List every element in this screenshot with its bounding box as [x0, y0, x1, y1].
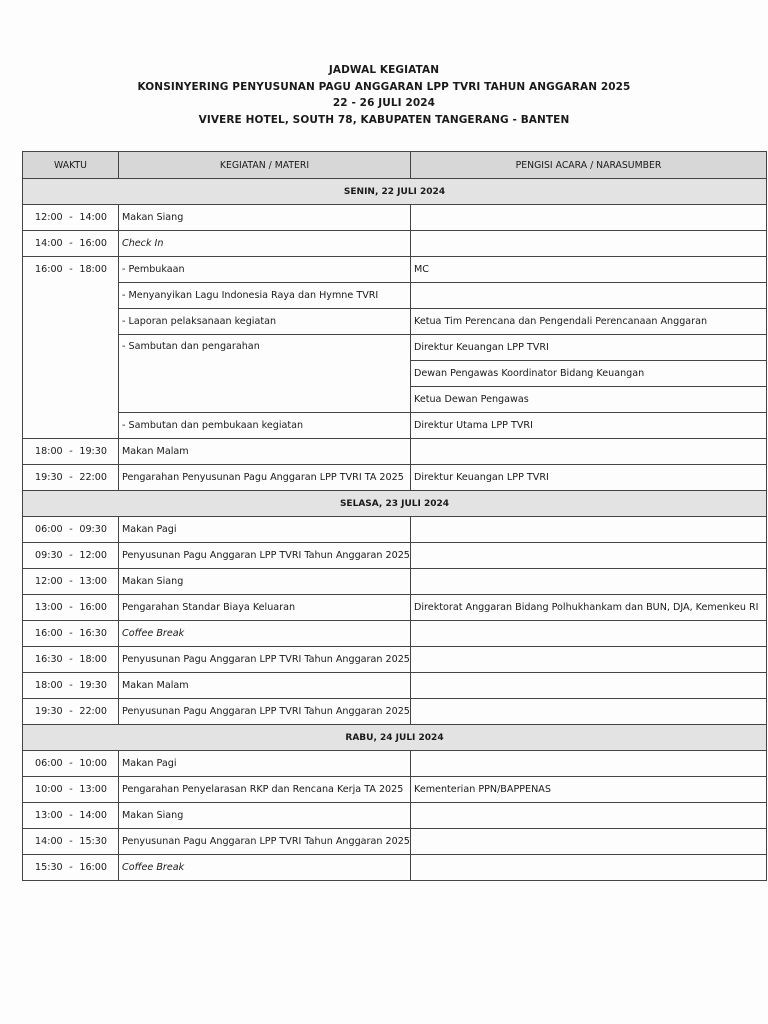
time-range: [26, 836, 115, 847]
day-label: SENIN, 22 JULI 2024: [23, 179, 767, 205]
time-cell: [23, 439, 119, 465]
activity-cell: - Pembukaan: [119, 257, 411, 283]
time-cell: [23, 751, 119, 777]
time-start: 16:00: [35, 264, 63, 275]
speaker-cell: [411, 803, 767, 829]
col-header-waktu: WAKTU: [23, 152, 119, 179]
time-cell: [23, 595, 119, 621]
time-dash: -: [69, 576, 73, 587]
time-end: 09:30: [79, 524, 107, 535]
activity-cell: Makan Malam: [119, 439, 411, 465]
time-start: 13:00: [35, 810, 63, 821]
time-dash: -: [69, 784, 73, 795]
col-header-kegiatan: KEGIATAN / MATERI: [119, 152, 411, 179]
time-range: [26, 654, 115, 665]
time-cell: [23, 829, 119, 855]
col-header-pengisi: PENGISI ACARA / NARASUMBER: [411, 152, 767, 179]
activity-cell: Pengarahan Standar Biaya Keluaran: [119, 595, 411, 621]
time-end: 15:30: [79, 836, 107, 847]
table-row: [23, 751, 767, 777]
time-end: 19:30: [79, 446, 107, 457]
speaker-cell: [411, 543, 767, 569]
activity-cell: - Laporan pelaksanaan kegiatan: [119, 309, 411, 335]
time-start: 19:30: [35, 472, 63, 483]
time-cell: [23, 569, 119, 595]
time-start: 15:30: [35, 862, 63, 873]
doc-dates: 22 - 26 JULI 2024: [332, 97, 436, 109]
time-cell: [23, 231, 119, 257]
time-range: [26, 472, 115, 483]
speaker-cell: Direktur Keuangan LPP TVRI: [411, 335, 767, 361]
doc-title: JADWAL KEGIATAN: [328, 64, 440, 76]
time-dash: -: [69, 758, 73, 769]
speaker-cell: MC: [411, 257, 767, 283]
table-row: [23, 283, 767, 309]
activity-cell: Penyusunan Pagu Anggaran LPP TVRI Tahun Anggaran 2025: [119, 829, 411, 855]
time-end: 14:00: [79, 810, 107, 821]
day-row: [23, 491, 767, 517]
speaker-cell: [411, 621, 767, 647]
time-dash: -: [69, 238, 73, 249]
time-start: 06:00: [35, 758, 63, 769]
time-cell: [23, 803, 119, 829]
time-start: 18:00: [35, 680, 63, 691]
time-dash: -: [69, 862, 73, 873]
speaker-cell: [411, 673, 767, 699]
activity-cell: Pengarahan Penyusunan Pagu Anggaran LPP TVRI TA 2025: [119, 465, 411, 491]
time-range: [26, 524, 115, 535]
time-end: 16:00: [79, 238, 107, 249]
activity-cell: Makan Siang: [119, 803, 411, 829]
table-row: [23, 517, 767, 543]
speaker-cell: [411, 569, 767, 595]
time-cell: [23, 205, 119, 231]
speaker-cell: [411, 283, 767, 309]
activity-cell: - Sambutan dan pembukaan kegiatan: [119, 413, 411, 439]
activity-cell: Coffee Break: [119, 621, 411, 647]
time-range: [26, 862, 115, 873]
time-end: 22:00: [79, 706, 107, 717]
day-row: [23, 725, 767, 751]
table-row: [23, 231, 767, 257]
time-cell: [23, 777, 119, 803]
activity-cell: Makan Pagi: [119, 517, 411, 543]
table-row: [23, 621, 767, 647]
speaker-cell: [411, 829, 767, 855]
table-row: [23, 777, 767, 803]
day-label: RABU, 24 JULI 2024: [23, 725, 767, 751]
time-dash: -: [69, 810, 73, 821]
time-end: 22:00: [79, 472, 107, 483]
time-cell: [23, 257, 119, 439]
activity-cell: Makan Malam: [119, 673, 411, 699]
speaker-cell: [411, 205, 767, 231]
time-range: [26, 576, 115, 587]
table-row: [23, 413, 767, 439]
activity-cell: Check In: [119, 231, 411, 257]
activity-cell: Coffee Break: [119, 855, 411, 881]
doc-subtitle: KONSINYERING PENYUSUNAN PAGU ANGGARAN LPP TVRI TAHUN ANGGARAN 2025: [137, 80, 631, 93]
time-cell: [23, 699, 119, 725]
table-row: [23, 673, 767, 699]
table-row: [23, 569, 767, 595]
speaker-cell: [411, 647, 767, 673]
time-start: 12:00: [35, 576, 63, 587]
table-row: [23, 803, 767, 829]
speaker-cell: Kementerian PPN/BAPPENAS: [411, 777, 767, 803]
speaker-cell: Dewan Pengawas Koordinator Bidang Keuangan: [411, 361, 767, 387]
activity-cell: Penyusunan Pagu Anggaran LPP TVRI Tahun Anggaran 2025: [119, 543, 411, 569]
time-end: 14:00: [79, 212, 107, 223]
time-end: 18:00: [79, 264, 107, 275]
activity-cell: Penyusunan Pagu Anggaran LPP TVRI Tahun Anggaran 2025: [119, 699, 411, 725]
time-cell: [23, 543, 119, 569]
schedule-table: [22, 151, 767, 881]
speaker-cell: Direktur Keuangan LPP TVRI: [411, 465, 767, 491]
activity-cell: - Sambutan dan pengarahan: [119, 335, 411, 413]
table-row: [23, 543, 767, 569]
time-start: 10:00: [35, 784, 63, 795]
time-start: 14:00: [35, 836, 63, 847]
speaker-cell: Ketua Dewan Pengawas: [411, 387, 767, 413]
day-label: SELASA, 23 JULI 2024: [23, 491, 767, 517]
time-range: [26, 446, 115, 457]
activity-cell: Makan Pagi: [119, 751, 411, 777]
time-cell: [23, 647, 119, 673]
time-end: 16:00: [79, 602, 107, 613]
time-end: 19:30: [79, 680, 107, 691]
time-dash: -: [69, 836, 73, 847]
activity-cell: Pengarahan Penyelarasan RKP dan Rencana Kerja TA 2025: [119, 777, 411, 803]
time-cell: [23, 855, 119, 881]
activity-cell: Makan Siang: [119, 569, 411, 595]
time-dash: -: [69, 524, 73, 535]
table-row: [23, 257, 767, 283]
time-range: [26, 810, 115, 821]
doc-venue: VIVERE HOTEL, SOUTH 78, KABUPATEN TANGERANG - BANTEN: [198, 113, 570, 126]
schedule-body: [23, 179, 767, 881]
time-end: 10:00: [79, 758, 107, 769]
time-end: 16:30: [79, 628, 107, 639]
table-row: [23, 465, 767, 491]
time-dash: -: [69, 212, 73, 223]
speaker-cell: [411, 439, 767, 465]
time-start: 12:00: [35, 212, 63, 223]
time-dash: -: [69, 602, 73, 613]
table-row: [23, 595, 767, 621]
time-dash: -: [69, 628, 73, 639]
speaker-cell: [411, 699, 767, 725]
time-end: 18:00: [79, 654, 107, 665]
speaker-cell: Direktur Utama LPP TVRI: [411, 413, 767, 439]
table-row: [23, 309, 767, 335]
time-dash: -: [69, 706, 73, 717]
time-dash: -: [69, 264, 73, 275]
time-end: 12:00: [79, 550, 107, 561]
table-row: [23, 699, 767, 725]
speaker-cell: Direktorat Anggaran Bidang Polhukhankam dan BUN, DJA, Kemenkeu RI: [411, 595, 767, 621]
time-range: [26, 602, 115, 613]
day-row: [23, 179, 767, 205]
time-end: 13:00: [79, 784, 107, 795]
table-row: [23, 335, 767, 361]
time-start: 16:00: [35, 628, 63, 639]
speaker-cell: [411, 855, 767, 881]
time-start: 14:00: [35, 238, 63, 249]
time-range: [26, 628, 115, 639]
time-dash: -: [69, 654, 73, 665]
time-range: [26, 238, 115, 249]
time-end: 16:00: [79, 862, 107, 873]
speaker-cell: [411, 231, 767, 257]
table-row: [23, 647, 767, 673]
time-start: 19:30: [35, 706, 63, 717]
activity-cell: - Menyanyikan Lagu Indonesia Raya dan Hymne TVRI: [119, 283, 411, 309]
time-end: 13:00: [79, 576, 107, 587]
time-start: 13:00: [35, 602, 63, 613]
time-range: [26, 680, 115, 691]
speaker-cell: [411, 751, 767, 777]
time-range: [26, 706, 115, 717]
document-header: [0, 62, 768, 128]
time-cell: [23, 465, 119, 491]
speaker-cell: [411, 517, 767, 543]
table-row: [23, 829, 767, 855]
time-start: 18:00: [35, 446, 63, 457]
time-range: [26, 212, 115, 223]
time-dash: -: [69, 472, 73, 483]
time-cell: [23, 621, 119, 647]
time-start: 06:00: [35, 524, 63, 535]
time-cell: [23, 673, 119, 699]
time-dash: -: [69, 550, 73, 561]
time-cell: [23, 517, 119, 543]
time-range: [26, 550, 115, 561]
table-row: [23, 855, 767, 881]
time-dash: -: [69, 680, 73, 691]
time-range: [26, 784, 115, 795]
time-start: 09:30: [35, 550, 63, 561]
speaker-cell: Ketua Tim Perencana dan Pengendali Perencanaan Anggaran: [411, 309, 767, 335]
time-dash: -: [69, 446, 73, 457]
table-row: [23, 205, 767, 231]
time-range: [26, 257, 115, 282]
activity-cell: Penyusunan Pagu Anggaran LPP TVRI Tahun Anggaran 2025: [119, 647, 411, 673]
table-header-row: [23, 152, 767, 179]
time-range: [26, 758, 115, 769]
activity-cell: Makan Siang: [119, 205, 411, 231]
table-row: [23, 439, 767, 465]
time-start: 16:30: [35, 654, 63, 665]
